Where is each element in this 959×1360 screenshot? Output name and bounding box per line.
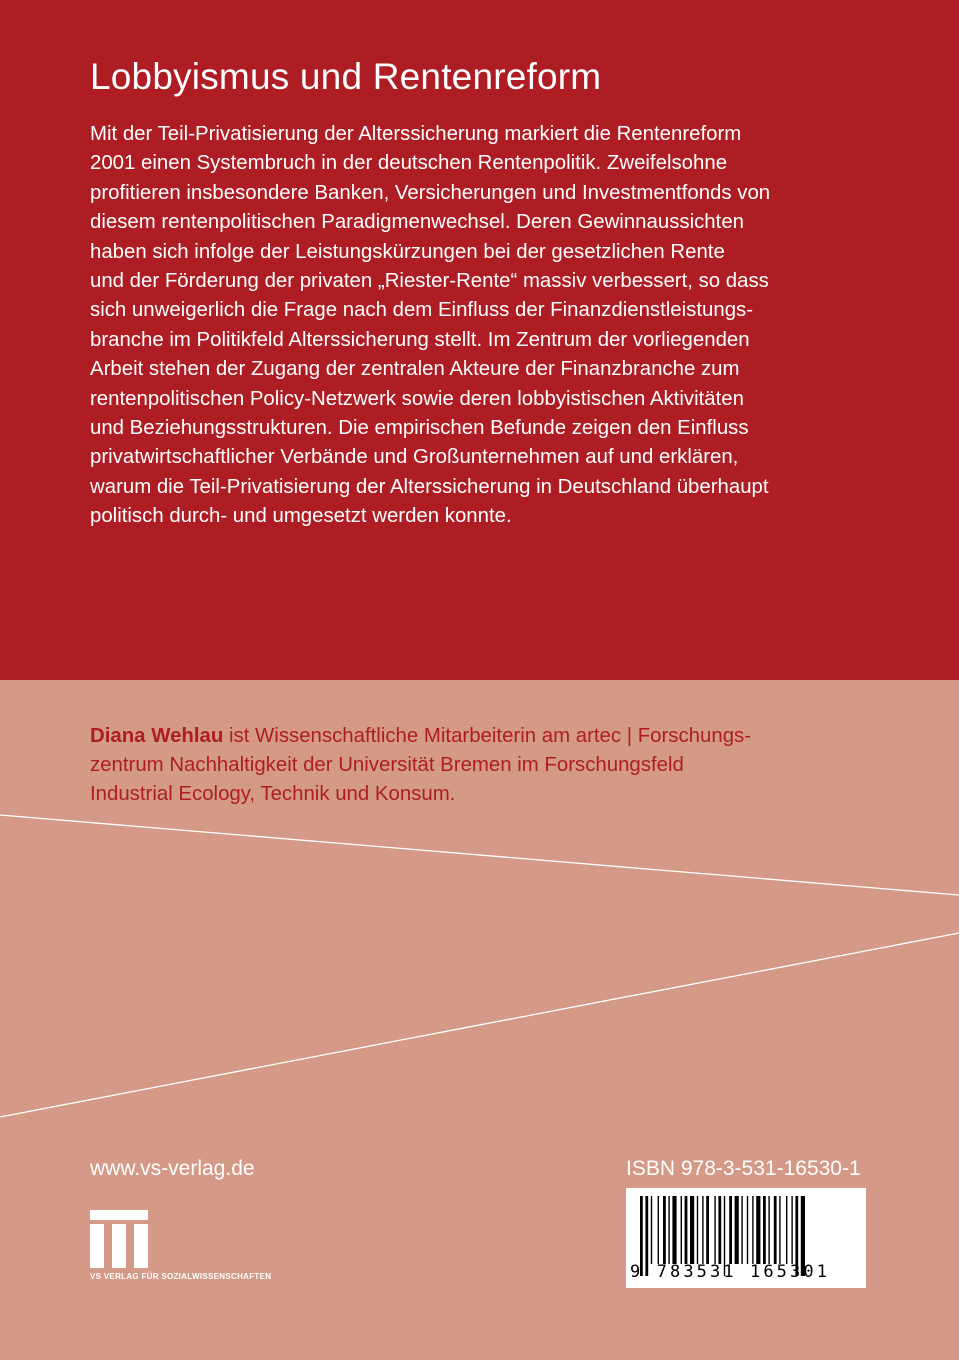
deco-line-lower — [0, 933, 959, 1117]
book-title: Lobbyismus und Rentenreform — [90, 56, 602, 97]
barcode-bar — [685, 1196, 688, 1264]
blurb-line: warum die Teil-Privatisierung der Alterssicherung in Deutschland überhaupt — [90, 475, 769, 498]
bio-text: ist Wissenschaftliche Mitarbeiterin am artec | Forschungs- — [223, 725, 752, 747]
blurb-line: Arbeit stehen der Zugang der zentralen Akteure der Finanzbranche zum — [90, 358, 740, 381]
publisher-logo-icon — [90, 1210, 148, 1268]
blurb-line: branche im Politikfeld Alterssicherung stellt. Im Zentrum der vorliegenden — [90, 328, 750, 351]
barcode-bar — [741, 1196, 742, 1264]
barcode-bar — [702, 1196, 703, 1264]
publisher-website[interactable]: www.vs-verlag.de — [90, 1157, 255, 1180]
barcode-bar — [658, 1196, 659, 1264]
barcode-bar — [779, 1196, 780, 1264]
barcode-bar — [763, 1196, 766, 1264]
barcode-bar — [747, 1196, 748, 1264]
author-name: Diana Wehlau — [90, 725, 224, 747]
barcode-bar — [752, 1196, 753, 1264]
barcode-bar — [681, 1196, 682, 1264]
barcode-bar — [672, 1196, 676, 1264]
barcode-bar — [774, 1196, 777, 1264]
blurb-line: rentenpolitischen Policy-Netzwerk sowie deren lobbyistischen Aktivitäten — [90, 387, 744, 410]
barcode-bar — [714, 1196, 715, 1264]
blurb-line: Mit der Teil-Privatisierung der Alterssicherung markiert die Rentenreform — [90, 123, 742, 145]
blurb-line: und Beziehungsstrukturen. Die empirischen Befunde zeigen den Einfluss — [90, 417, 749, 440]
blurb-line: haben sich infolge der Leistungskürzungen bei der gesetzlichen Rente — [90, 240, 725, 263]
barcode-bar — [668, 1196, 669, 1264]
bio-line: zentrum Nachhaltigkeit der Universität Bremen im Forschungsfeld — [90, 754, 684, 776]
barcode-bar — [729, 1196, 732, 1264]
barcode-bar — [706, 1196, 709, 1264]
barcode-bar — [663, 1196, 666, 1264]
deco-line-upper — [0, 815, 959, 895]
blurb-line: 2001 einen Systembruch in der deutschen Rentenpolitik. Zweifelsohne — [90, 152, 728, 175]
barcode-bar — [768, 1196, 769, 1264]
blurb-line: privatwirtschaftlicher Verbände und Großunternehmen auf und erklären, — [90, 446, 739, 469]
barcode-bar — [718, 1196, 721, 1264]
bio-line: Industrial Ecology, Technik und Konsum. — [90, 783, 456, 805]
blurb-line: profitieren insbesondere Banken, Versicherungen und Investmentfonds von — [90, 181, 771, 204]
barcode-digits: 9 783531 165301 — [630, 1262, 831, 1282]
barcode-bar — [786, 1196, 787, 1264]
blurb-line: sich unweigerlich die Frage nach dem Einfluss der Finanzdienstleistungs- — [90, 299, 754, 322]
barcode-bar — [690, 1196, 694, 1264]
blurb-line: diesem rentenpolitischen Paradigmenwechsel. Deren Gewinnaussichten — [90, 211, 744, 234]
publisher-name: VS VERLAG FÜR SOZIALWISSENSCHAFTEN — [90, 1272, 272, 1281]
isbn-label: ISBN 978-3-531-16530-1 — [626, 1157, 861, 1180]
barcode-bar — [651, 1196, 652, 1264]
blurb-line: politisch durch- und umgesetzt werden konnte. — [90, 505, 512, 528]
barcode-bar — [791, 1196, 792, 1264]
blurb-text — [90, 120, 890, 532]
barcode-bar — [756, 1196, 760, 1264]
barcode-bar — [735, 1196, 739, 1264]
blurb-line: und der Förderung der privaten „Riester-Rente“ massiv verbessert, so dass — [90, 270, 769, 293]
barcode-bar — [697, 1196, 698, 1264]
